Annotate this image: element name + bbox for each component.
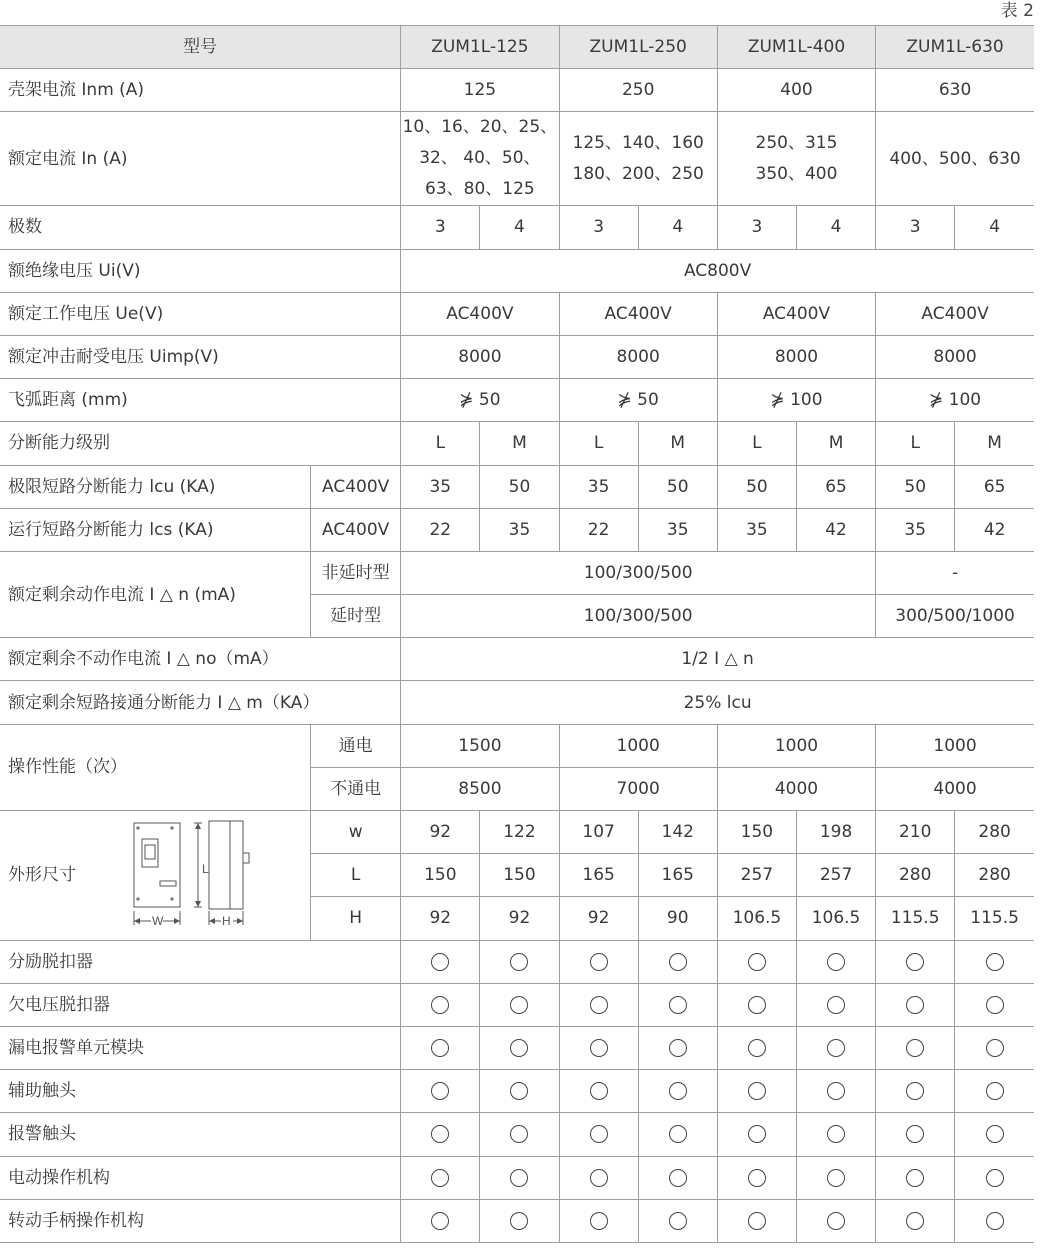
cell-value: 8000 (401, 335, 559, 378)
cell-value: 8500 (401, 767, 559, 810)
cell-value: 150 (717, 811, 796, 854)
row-label: 额定剩余不动作电流 I △ no（mA） (0, 638, 401, 681)
optional-circle-icon (827, 1169, 845, 1187)
option-cell (796, 1156, 875, 1199)
cell-value: M (955, 422, 1034, 465)
optional-circle-icon (669, 1039, 687, 1057)
cell-value: - (876, 551, 1034, 594)
cell-value: 400 (717, 69, 875, 112)
row-label: 转动手柄操作机构 (0, 1199, 401, 1242)
cell-value: 1500 (401, 724, 559, 767)
row-label: 额绝缘电压 Ui(V) (0, 249, 401, 292)
accessory-row (0, 940, 1034, 983)
working-voltage-row (0, 292, 1034, 335)
option-cell (559, 1199, 638, 1242)
row-label: 报警触头 (0, 1113, 401, 1156)
optional-circle-icon (510, 953, 528, 971)
cell-value: 115.5 (955, 897, 1034, 940)
option-cell (955, 983, 1034, 1026)
breaking-level-row (0, 422, 1034, 465)
optional-circle-icon (986, 1212, 1004, 1230)
cell-value: 8000 (717, 335, 875, 378)
cell-value: AC400V (559, 292, 717, 335)
optional-circle-icon (748, 1082, 766, 1100)
cell-value: 7000 (559, 767, 717, 810)
sub-label: 延时型 (311, 595, 401, 638)
optional-circle-icon (590, 996, 608, 1014)
cell-value: ⋡ 100 (717, 379, 875, 422)
cell-value: M (796, 422, 875, 465)
option-cell (401, 983, 480, 1026)
cell-value: 8000 (559, 335, 717, 378)
row-label: 壳架电流 Inm (A) (0, 69, 401, 112)
optional-circle-icon (827, 1039, 845, 1057)
option-cell (480, 1156, 559, 1199)
option-cell (796, 1026, 875, 1069)
table-number: 表 2 (1000, 1, 1034, 21)
sub-label: AC400V (311, 508, 401, 551)
accessory-row (0, 1199, 1034, 1242)
cell-value: 125、140、160 180、200、250 (559, 112, 717, 206)
cell-value: 4 (796, 206, 875, 249)
cell-value: 107 (559, 811, 638, 854)
model-header: ZUM1L-630 (876, 26, 1034, 69)
residual-non-operating-row (0, 638, 1034, 681)
cell-value: 150 (480, 854, 559, 897)
option-cell (401, 940, 480, 983)
cell-value: 35 (401, 465, 480, 508)
breaker-dimension-diagram-icon (126, 817, 261, 933)
optional-circle-icon (906, 953, 924, 971)
cell-value: 4000 (717, 767, 875, 810)
option-cell (638, 1026, 717, 1069)
diagram-label: L (202, 862, 209, 877)
cell-value: 35 (717, 508, 796, 551)
option-cell (796, 940, 875, 983)
cell-value: 3 (559, 206, 638, 249)
optional-circle-icon (669, 1082, 687, 1100)
option-cell (955, 1070, 1034, 1113)
residual-breaking-row (0, 681, 1034, 724)
cell-value: 250 (559, 69, 717, 112)
optional-circle-icon (986, 1082, 1004, 1100)
optional-circle-icon (590, 1125, 608, 1143)
optional-circle-icon (669, 1125, 687, 1143)
cell-value: 1000 (876, 724, 1034, 767)
cell-value: 22 (401, 508, 480, 551)
cell-value: 35 (559, 465, 638, 508)
cell-value: 90 (638, 897, 717, 940)
cell-value: L (401, 422, 480, 465)
cell-value: AC400V (717, 292, 875, 335)
dimension-w-row (0, 811, 1034, 854)
dimensions-label-cell (0, 811, 311, 941)
optional-circle-icon (510, 1212, 528, 1230)
insulation-voltage-row (0, 249, 1034, 292)
cell-value: 1/2 I △ n (401, 638, 1034, 681)
cell-value: 1000 (717, 724, 875, 767)
optional-circle-icon (906, 996, 924, 1014)
cell-value: 50 (876, 465, 955, 508)
row-label: 辅助触头 (0, 1070, 401, 1113)
row-label: 极限短路分断能力 lcu (KA) (0, 465, 311, 508)
cell-value: 50 (638, 465, 717, 508)
cell-value: 150 (401, 854, 480, 897)
cell-value: M (480, 422, 559, 465)
diagram-label: H (222, 914, 231, 929)
option-cell (401, 1026, 480, 1069)
cell-value: 92 (401, 897, 480, 940)
option-cell (876, 1199, 955, 1242)
sub-label: L (311, 854, 401, 897)
optional-circle-icon (986, 953, 1004, 971)
option-cell (480, 940, 559, 983)
cell-value: 198 (796, 811, 875, 854)
row-label: 额定电流 In (A) (0, 112, 401, 206)
cell-value: ⋡ 50 (559, 379, 717, 422)
cell-value: 3 (717, 206, 796, 249)
cell-value: 122 (480, 811, 559, 854)
accessory-row (0, 983, 1034, 1026)
option-cell (717, 1070, 796, 1113)
cell-value: AC400V (401, 292, 559, 335)
cell-value: 10、16、20、25、32、 40、50、63、80、125 (401, 112, 559, 206)
cell-value: 35 (638, 508, 717, 551)
cell-value: 92 (559, 897, 638, 940)
optional-circle-icon (986, 1125, 1004, 1143)
row-label: 额定剩余动作电流 I △ n (mA) (0, 551, 311, 637)
cell-value: 125 (401, 69, 559, 112)
option-cell (559, 1070, 638, 1113)
optional-circle-icon (431, 1039, 449, 1057)
optional-circle-icon (986, 1169, 1004, 1187)
optional-circle-icon (906, 1082, 924, 1100)
sub-label: H (311, 897, 401, 940)
cell-value: 4 (955, 206, 1034, 249)
sub-label: 通电 (311, 724, 401, 767)
cell-value: ⋡ 50 (401, 379, 559, 422)
optional-circle-icon (669, 996, 687, 1014)
optional-circle-icon (431, 953, 449, 971)
optional-circle-icon (431, 1212, 449, 1230)
cell-value: 4000 (876, 767, 1034, 810)
arc-distance-row (0, 379, 1034, 422)
cell-value: 142 (638, 811, 717, 854)
cell-value: 3 (401, 206, 480, 249)
cell-value: 257 (796, 854, 875, 897)
cell-value: 165 (559, 854, 638, 897)
option-cell (796, 1070, 875, 1113)
optional-circle-icon (827, 1125, 845, 1143)
frame-current-row (0, 69, 1034, 112)
cell-value: 280 (955, 854, 1034, 897)
optional-circle-icon (748, 953, 766, 971)
optional-circle-icon (748, 1212, 766, 1230)
rated-current-row (0, 112, 1034, 206)
residual-current-row (0, 551, 1034, 594)
option-cell (638, 1070, 717, 1113)
accessory-row (0, 1156, 1034, 1199)
accessory-row (0, 1070, 1034, 1113)
optional-circle-icon (510, 1169, 528, 1187)
optional-circle-icon (906, 1212, 924, 1230)
optional-circle-icon (748, 996, 766, 1014)
option-cell (717, 1113, 796, 1156)
option-cell (401, 1199, 480, 1242)
row-label: 极数 (0, 206, 401, 249)
optional-circle-icon (590, 1169, 608, 1187)
option-cell (717, 983, 796, 1026)
option-cell (638, 983, 717, 1026)
cell-value: 165 (638, 854, 717, 897)
option-cell (876, 1070, 955, 1113)
optional-circle-icon (906, 1169, 924, 1187)
row-label: 分励脱扣器 (0, 940, 401, 983)
option-cell (480, 983, 559, 1026)
cell-value: 400、500、630 (876, 112, 1034, 206)
optional-circle-icon (748, 1169, 766, 1187)
optional-circle-icon (590, 953, 608, 971)
option-cell (876, 983, 955, 1026)
row-label: 飞弧距离 (mm) (0, 379, 401, 422)
impulse-voltage-row (0, 335, 1034, 378)
option-cell (876, 1026, 955, 1069)
optional-circle-icon (590, 1212, 608, 1230)
option-cell (876, 1156, 955, 1199)
cell-value: 210 (876, 811, 955, 854)
cell-value: 35 (480, 508, 559, 551)
option-cell (401, 1070, 480, 1113)
sub-label: 非延时型 (311, 551, 401, 594)
option-cell (717, 940, 796, 983)
cell-value: M (638, 422, 717, 465)
cell-value: 50 (480, 465, 559, 508)
option-cell (638, 1156, 717, 1199)
option-cell (559, 1113, 638, 1156)
cell-value: L (876, 422, 955, 465)
cell-value: L (559, 422, 638, 465)
cell-value: 106.5 (717, 897, 796, 940)
option-cell (796, 1113, 875, 1156)
optional-circle-icon (827, 1082, 845, 1100)
row-label: 电动操作机构 (0, 1156, 401, 1199)
optional-circle-icon (827, 953, 845, 971)
optional-circle-icon (510, 1125, 528, 1143)
cell-value: AC400V (876, 292, 1034, 335)
cell-value: 65 (955, 465, 1034, 508)
diagram-label: W (152, 914, 164, 929)
optional-circle-icon (669, 1169, 687, 1187)
option-cell (638, 1113, 717, 1156)
cell-value: 257 (717, 854, 796, 897)
cell-value: 115.5 (876, 897, 955, 940)
cell-value: 4 (638, 206, 717, 249)
row-label: 额定剩余短路接通分断能力 I △ m（KA） (0, 681, 401, 724)
optional-circle-icon (748, 1125, 766, 1143)
cell-value: 42 (796, 508, 875, 551)
cell-value: AC800V (401, 249, 1034, 292)
option-cell (559, 1026, 638, 1069)
row-label: 运行短路分断能力 lcs (KA) (0, 508, 311, 551)
row-label: 额定冲击耐受电压 Uimp(V) (0, 335, 401, 378)
model-header-label: 型号 (0, 26, 401, 69)
optional-circle-icon (669, 1212, 687, 1230)
optional-circle-icon (827, 1212, 845, 1230)
option-cell (876, 1113, 955, 1156)
option-cell (559, 983, 638, 1026)
option-cell (717, 1026, 796, 1069)
optional-circle-icon (748, 1039, 766, 1057)
cell-value: 3 (876, 206, 955, 249)
cell-value: 8000 (876, 335, 1034, 378)
header-row (0, 26, 1034, 69)
cell-value: 42 (955, 508, 1034, 551)
row-label: 操作性能（次） (0, 724, 311, 810)
operation-powered-row (0, 724, 1034, 767)
optional-circle-icon (590, 1082, 608, 1100)
optional-circle-icon (431, 1169, 449, 1187)
cell-value: 630 (876, 69, 1034, 112)
option-cell (480, 1199, 559, 1242)
option-cell (480, 1026, 559, 1069)
cell-value: 25% lcu (401, 681, 1034, 724)
option-cell (796, 1199, 875, 1242)
optional-circle-icon (906, 1125, 924, 1143)
row-label: 外形尺寸 (8, 865, 76, 886)
option-cell (955, 1199, 1034, 1242)
option-cell (717, 1199, 796, 1242)
cell-value: 50 (717, 465, 796, 508)
sub-label: w (311, 811, 401, 854)
optional-circle-icon (827, 996, 845, 1014)
option-cell (955, 1113, 1034, 1156)
model-header: ZUM1L-125 (401, 26, 559, 69)
poles-row (0, 206, 1034, 249)
icu-row (0, 465, 1034, 508)
model-header: ZUM1L-400 (717, 26, 875, 69)
row-label: 欠电压脱扣器 (0, 983, 401, 1026)
accessory-row (0, 1026, 1034, 1069)
cell-value: 1000 (559, 724, 717, 767)
sub-label: 不通电 (311, 767, 401, 810)
optional-circle-icon (510, 996, 528, 1014)
cell-value: L (717, 422, 796, 465)
optional-circle-icon (986, 1039, 1004, 1057)
option-cell (559, 1156, 638, 1199)
cell-value: 100/300/500 (401, 595, 876, 638)
option-cell (955, 1026, 1034, 1069)
row-label: 额定工作电压 Ue(V) (0, 292, 401, 335)
option-cell (717, 1156, 796, 1199)
accessory-row (0, 1113, 1034, 1156)
row-label: 分断能力级别 (0, 422, 401, 465)
dimensions-cell-content (0, 811, 310, 940)
cell-value: 106.5 (796, 897, 875, 940)
cell-value: 280 (876, 854, 955, 897)
optional-circle-icon (986, 996, 1004, 1014)
optional-circle-icon (669, 953, 687, 971)
option-cell (638, 1199, 717, 1242)
cell-value: 300/500/1000 (876, 595, 1034, 638)
option-cell (480, 1070, 559, 1113)
row-label: 漏电报警单元模块 (0, 1026, 401, 1069)
option-cell (401, 1156, 480, 1199)
optional-circle-icon (590, 1039, 608, 1057)
cell-value: 92 (480, 897, 559, 940)
optional-circle-icon (431, 1082, 449, 1100)
option-cell (638, 940, 717, 983)
spec-table (0, 25, 1034, 1243)
option-cell (401, 1113, 480, 1156)
cell-value: 22 (559, 508, 638, 551)
option-cell (876, 940, 955, 983)
optional-circle-icon (431, 996, 449, 1014)
optional-circle-icon (431, 1125, 449, 1143)
cell-value: 4 (480, 206, 559, 249)
cell-value: 65 (796, 465, 875, 508)
optional-circle-icon (906, 1039, 924, 1057)
option-cell (955, 1156, 1034, 1199)
cell-value: 280 (955, 811, 1034, 854)
cell-value: 100/300/500 (401, 551, 876, 594)
option-cell (796, 983, 875, 1026)
option-cell (955, 940, 1034, 983)
model-header: ZUM1L-250 (559, 26, 717, 69)
cell-value: 35 (876, 508, 955, 551)
cell-value: ⋡ 100 (876, 379, 1034, 422)
optional-circle-icon (510, 1039, 528, 1057)
option-cell (559, 940, 638, 983)
option-cell (480, 1113, 559, 1156)
accessory-rows (0, 940, 1034, 1242)
ics-row (0, 508, 1034, 551)
cell-value: 250、315 350、400 (717, 112, 875, 206)
cell-value: 92 (401, 811, 480, 854)
optional-circle-icon (510, 1082, 528, 1100)
sub-label: AC400V (311, 465, 401, 508)
